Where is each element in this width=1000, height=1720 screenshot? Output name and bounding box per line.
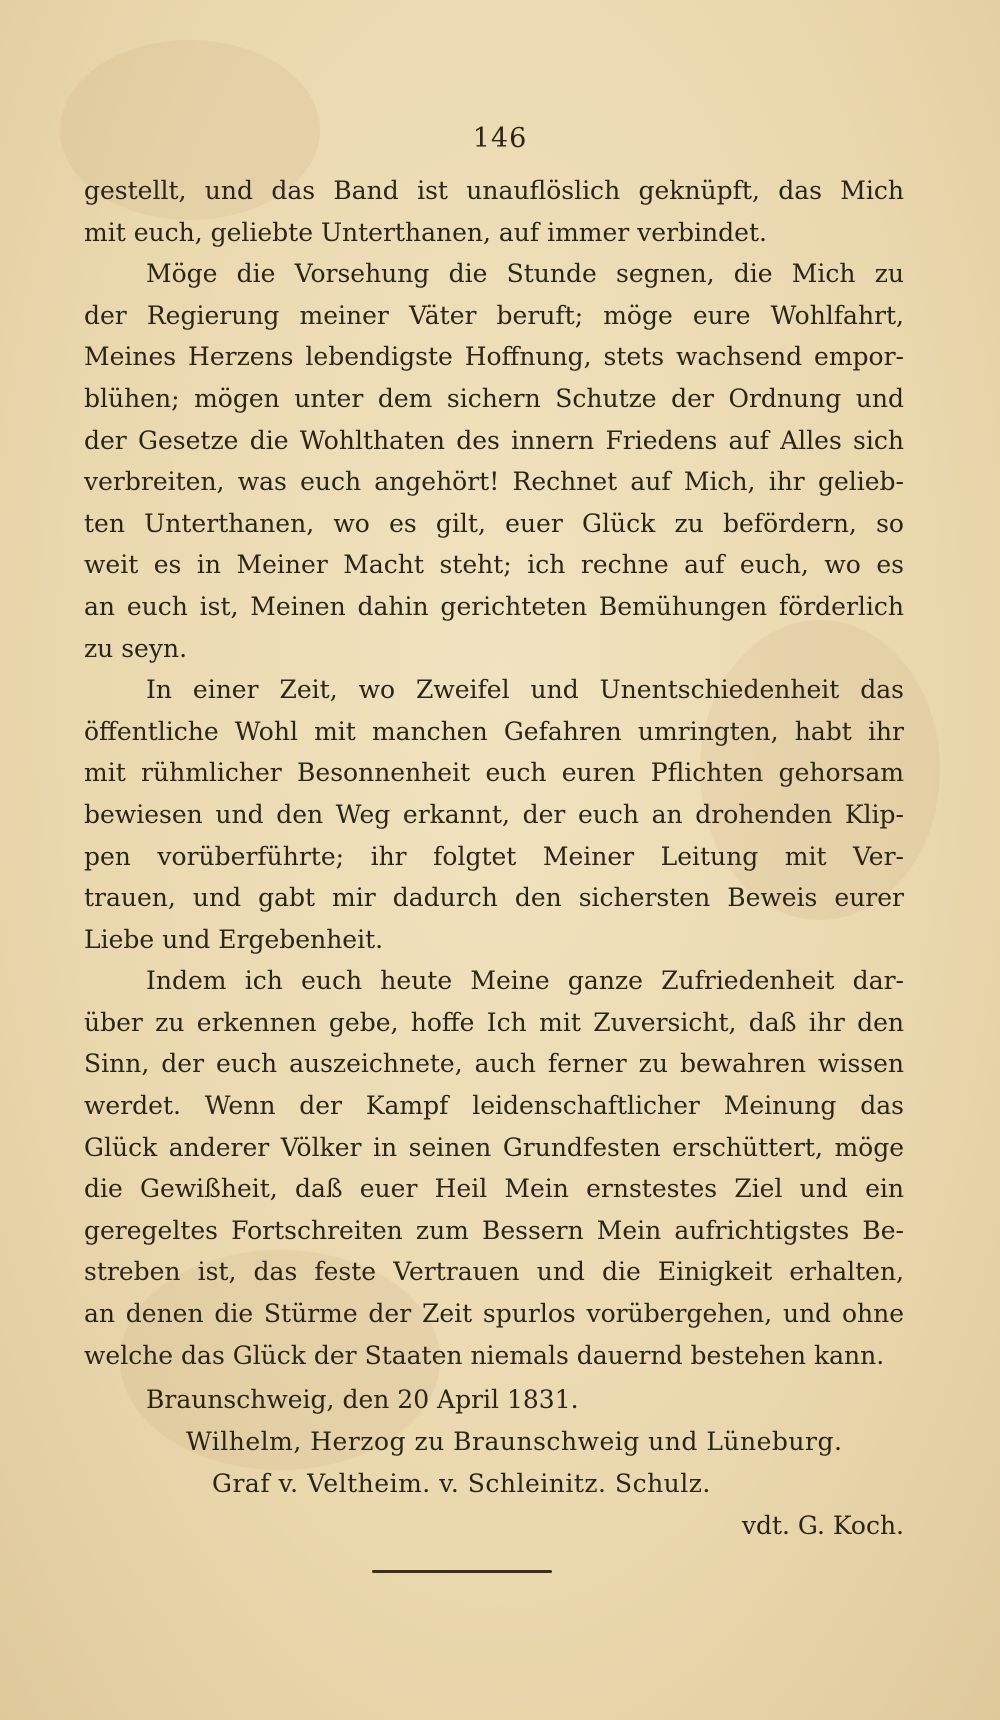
text-line: werdet. Wenn der Kampf leidenschaftlicher Meinung das — [84, 1091, 904, 1121]
text-line: der Regierung meiner Väter beruft; möge eure Wohlfahrt, — [84, 300, 904, 330]
text-line: öffentliche Wohl mit manchen Gefahren umringten, habt ihr — [84, 716, 904, 746]
text-line: Möge die Vorsehung die Stunde segnen, die Mich zu — [146, 259, 904, 289]
text-line: Sinn, der euch auszeichnete, auch ferner zu bewahren wissen — [84, 1049, 904, 1079]
text-line: Glück anderer Völker in seinen Grundfesten erschüttert, möge — [84, 1132, 904, 1162]
paragraph — [84, 170, 904, 253]
place-date-line: Braunschweig, den 20 April 1831. — [146, 1385, 579, 1414]
paragraph — [84, 669, 904, 960]
text-line: trauen, und gabt mir dadurch den sichersten Beweis eurer — [84, 883, 904, 913]
text-line: geregeltes Fortschreiten zum Bessern Mein aufrichtigstes Be- — [84, 1215, 904, 1245]
text-line: die Gewißheit, daß euer Heil Mein ernstestes Ziel und ein — [84, 1174, 904, 1204]
text-line: über zu erkennen gebe, hoffe Ich mit Zuversicht, daß ihr den — [84, 1007, 904, 1037]
text-line: mit rühmlicher Besonnenheit euch euren Pflichten gehorsam — [84, 758, 904, 788]
text-line: mit euch, geliebte Unterthanen, auf immer verbindet. — [84, 217, 767, 247]
text-line: Indem ich euch heute Meine ganze Zufriedenheit dar- — [146, 966, 904, 996]
text-line: gestellt, und das Band ist unauflöslich geknüpft, das Mich — [84, 176, 904, 205]
paragraph — [84, 253, 904, 669]
text-line: der Gesetze die Wohlthaten des innern Friedens auf Alles sich — [84, 425, 904, 455]
text-line: pen vorüberführte; ihr folgtet Meiner Leitung mit Ver- — [84, 841, 904, 871]
text-line: In einer Zeit, wo Zweifel und Unentschiedenheit das — [146, 675, 904, 705]
page-number: 146 — [472, 123, 528, 154]
signature-line: Wilhelm, Herzog zu Braunschweig und Lüneburg. — [186, 1427, 843, 1456]
text-line: weit es in Meiner Macht steht; ich rechne auf euch, wo es — [84, 550, 904, 580]
text-line: an euch ist, Meinen dahin gerichteten Bemühungen förderlich — [84, 591, 904, 621]
closing-rule — [372, 1570, 552, 1573]
text-line: an denen die Stürme der Zeit spurlos vorübergehen, und ohne — [84, 1299, 904, 1329]
text-line: streben ist, das feste Vertrauen und die Einigkeit erhalten, — [84, 1257, 904, 1287]
text-line: blühen; mögen unter dem sichern Schutze der Ordnung und — [84, 383, 904, 413]
text-line: bewiesen und den Weg erkannt, der euch an drohenden Klip- — [84, 799, 904, 829]
text-line: zu seyn. — [84, 633, 188, 663]
text-line: Liebe und Ergebenheit. — [84, 924, 384, 954]
text-line: welche das Glück der Staaten niemals dauernd bestehen kann. — [84, 1340, 885, 1370]
text-line: Meines Herzens lebendigste Hoffnung, stets wachsend empor- — [84, 342, 904, 372]
paragraph — [84, 960, 904, 1376]
text-line: verbreiten, was euch angehört! Rechnet auf Mich, ihr gelieb- — [84, 467, 904, 497]
ministers-signatures: Graf v. Veltheim. v. Schleinitz. Schulz. — [212, 1469, 711, 1498]
text-line: ten Unterthanen, wo es gilt, euer Glück zu befördern, so — [84, 508, 904, 538]
countersignature: vdt. G. Koch. — [741, 1511, 904, 1540]
body-text — [84, 170, 904, 1376]
